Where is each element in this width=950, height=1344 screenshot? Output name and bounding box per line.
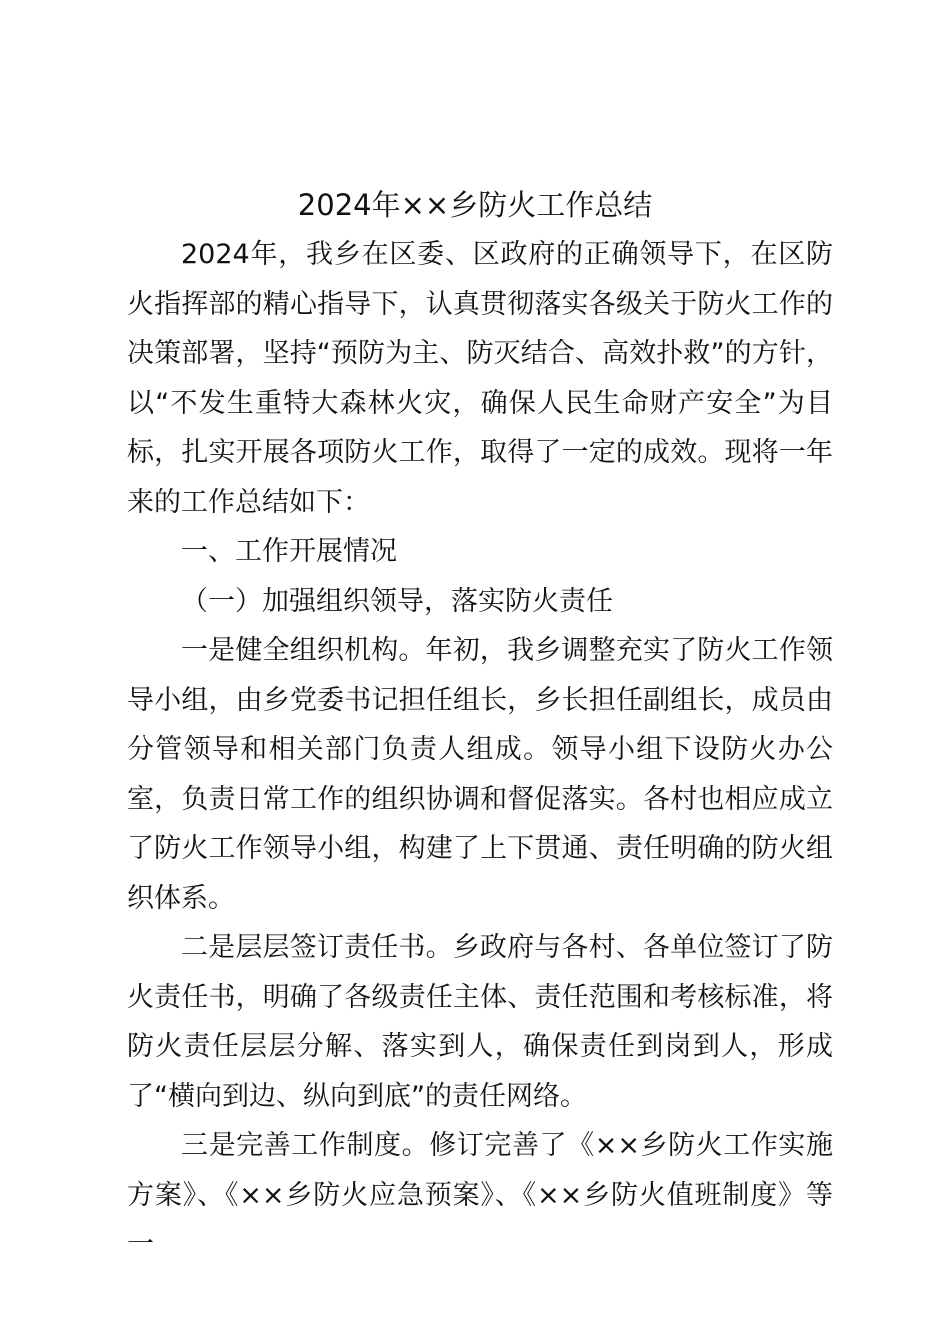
document-body <box>127 230 833 1270</box>
body-paragraph: 三是完善工作制度。修订完善了《××乡防火工作实施方案》、《××乡防火应急预案》、《××乡防火值班制度》等一 <box>127 1130 833 1260</box>
body-paragraph: 二是层层签订责任书。乡政府与各村、各单位签订了防火责任书，明确了各级责任主体、责任范围和考核标准，将防火责任层层分解、落实到人，确保责任到岗到人，形成了“横向到边、纵向到底”的责任网络。 <box>127 932 833 1112</box>
document-title: 2024年××乡防火工作总结 <box>297 188 653 222</box>
section-heading: 一、工作开展情况 <box>181 536 397 567</box>
intro-paragraph: 2024年，我乡在区委、区政府的正确领导下，在区防火指挥部的精心指导下，认真贯彻落实各级关于防火工作的决策部署，坚持“预防为主、防灭结合、高效扑救”的方针，以“不发生重特大森林火灾，确保人民生命财产安全”为目标，扎实开展各项防火工作，取得了一定的成效。现将一年来的工作总结如下： <box>127 239 833 518</box>
body-paragraph: 一是健全组织机构。年初，我乡调整充实了防火工作领导小组，由乡党委书记担任组长，乡长担任副组长，成员由分管领导和相关部门负责人组成。领导小组下设防火办公室，负责日常工作的组织协调和督促落实。各村也相应成立了防火工作领导小组，构建了上下贯通、责任明确的防火组织体系。 <box>127 635 833 914</box>
subsection-heading: （一）加强组织领导，落实防火责任 <box>181 585 613 617</box>
